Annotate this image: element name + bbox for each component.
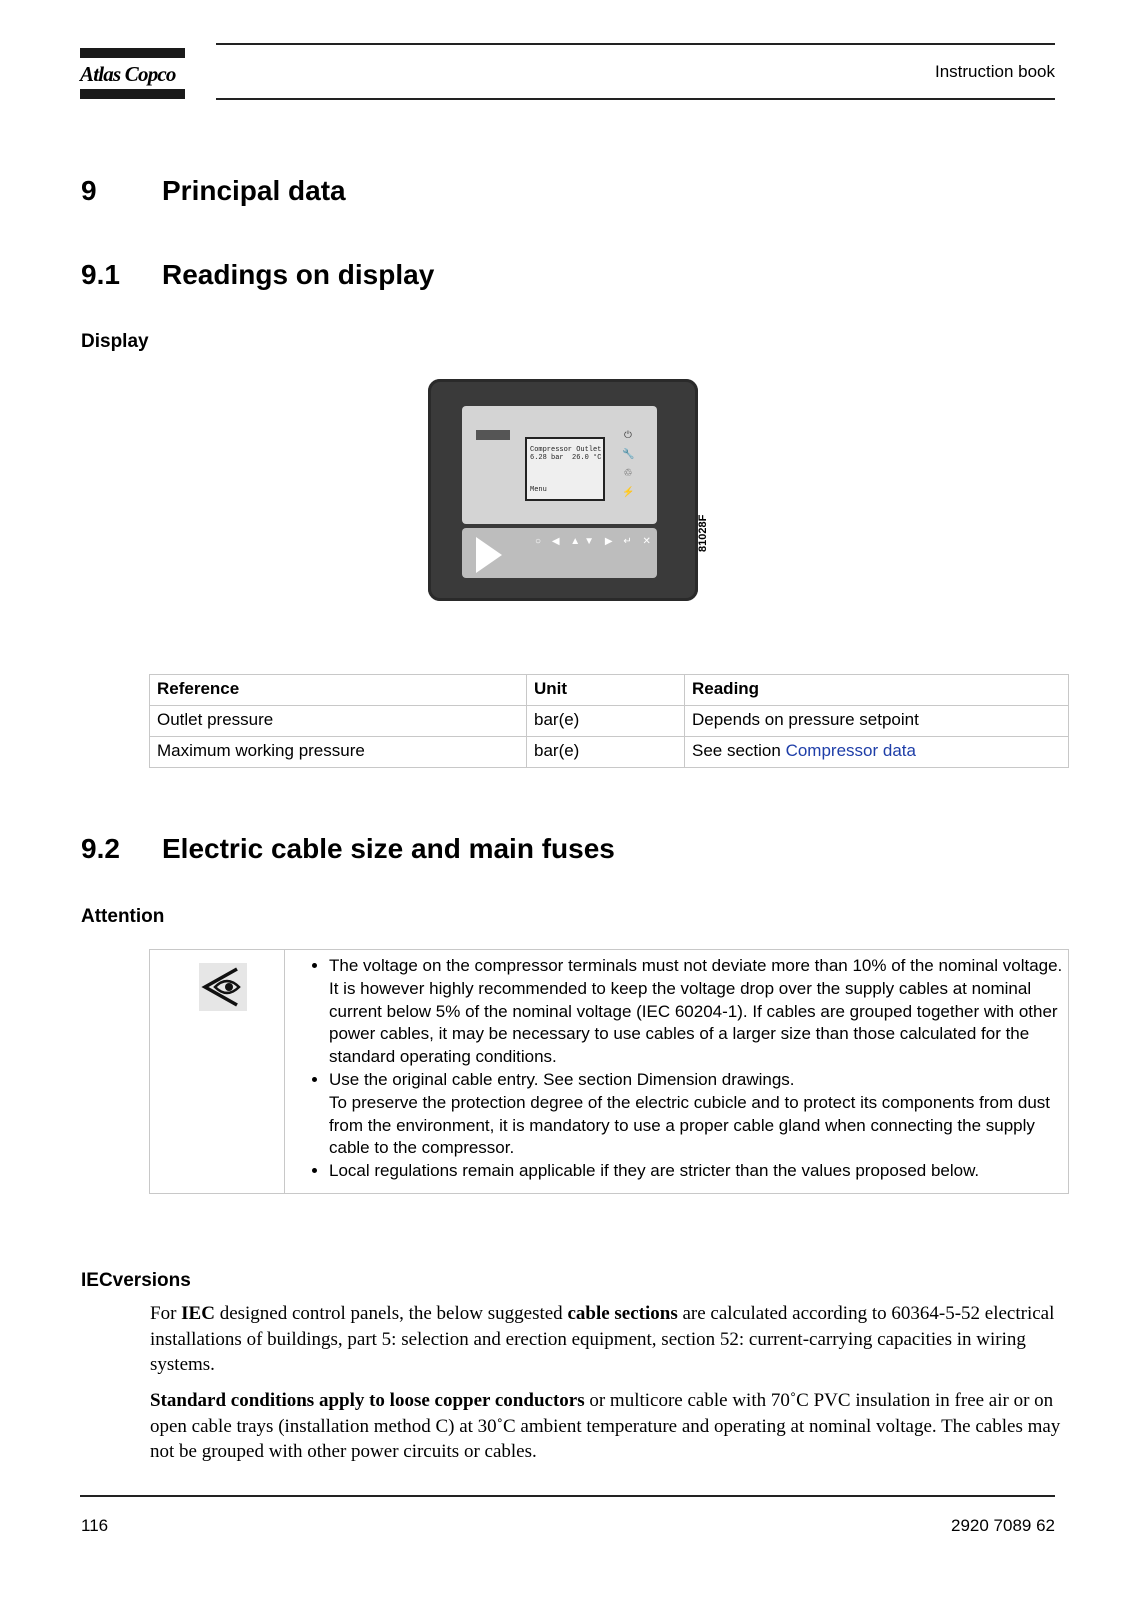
atlas-copco-logo: Atlas Copco — [80, 62, 176, 86]
col-unit: Unit — [527, 675, 685, 706]
section-9-1-title: Readings on display — [162, 259, 435, 290]
iec-paragraph-2: Standard conditions apply to loose copper conductors or multicore cable with 70˚C PVC insulation in free air or on open cable trays (installation method C) at 30˚C ambient temperature and operating at nominal voltage. The cables may not be grouped with other power circuits or cables. — [150, 1390, 1061, 1462]
list-item: • Local regulations remain applicable if they are stricter than the values proposed below. — [329, 1160, 1064, 1183]
logo-bar-bottom — [80, 89, 185, 99]
col-reference: Reference — [150, 675, 527, 706]
list-item: • The voltage on the compressor terminals must not deviate more than 10% of the nominal voltage. It is however highly recommended to keep the voltage drop over the supply cables at nominal current below 5% of the nominal voltage (IEC 60204-1). If cables are grouped together with other power cables, it may be necessary to use cables of a larger size than those calculated for the standard operating conditions. — [329, 955, 1064, 1069]
section-9-2-title: Electric cable size and main fuses — [162, 833, 615, 864]
table-row — [150, 706, 1069, 737]
cell: Outlet pressure — [150, 706, 527, 737]
logo-bar-top — [80, 48, 185, 58]
section-9-title: Principal data — [162, 175, 346, 206]
cell: bar(e) — [527, 737, 685, 768]
cell: See section Compressor data — [685, 737, 1069, 768]
header-rule-top — [216, 43, 1055, 45]
compressor-data-link[interactable]: Compressor data — [785, 741, 916, 760]
footer-rule — [80, 1495, 1055, 1497]
iec-paragraph-1: For IEC designed control panels, the below suggested cable sections are calculated according to 60364-5-52 electrical installations of buildings, part 5: selection and erection equipment, section 52: current-carrying capacities in wiring systems. — [150, 1303, 1055, 1375]
readings-table — [149, 674, 1069, 768]
list-item: • Use the original cable entry. See section Dimension drawings. To preserve the protection degree of the electric cubicle and to protect its components from dust from the environment, it is mandatory to use a proper cable gland when connecting the supply cable to the compressor. — [329, 1069, 1064, 1160]
cell: Depends on pressure setpoint — [685, 706, 1069, 737]
header-doc-type: Instruction book — [934, 62, 1055, 81]
attention-subheading: Attention — [81, 906, 165, 927]
attention-table — [149, 949, 1069, 1194]
start-button-icon — [476, 537, 502, 573]
section-9-1-number: 9.1 — [81, 259, 120, 290]
header-rule-bottom — [216, 98, 1055, 100]
section-9-2-number: 9.2 — [81, 833, 120, 864]
page-number: 116 — [81, 1516, 109, 1535]
controller-brand-plate — [476, 430, 510, 440]
navigation-arrows-icon: ○ ◀ ▲▼ ▶ ↵ ✕ — [535, 536, 655, 547]
cell: bar(e) — [527, 706, 685, 737]
attention-text-cell — [285, 950, 1069, 1194]
figure-code: 81028F — [697, 514, 709, 552]
table-header-row — [150, 675, 1069, 706]
controller-screen-text: Compressor Outlet 6.28 bar 26.0 °C Menu — [530, 446, 602, 494]
section-9-number: 9 — [81, 175, 97, 206]
display-subheading: Display — [81, 331, 149, 352]
document-number: 2920 7089 62 — [951, 1516, 1055, 1535]
iec-heading: IECversions — [81, 1270, 191, 1291]
attention-icon-cell — [150, 950, 285, 1194]
table-row — [150, 737, 1069, 768]
eye-warning-icon — [199, 963, 247, 1011]
col-reading: Reading — [685, 675, 1069, 706]
cell: Maximum working pressure — [150, 737, 527, 768]
controller-status-icons: ⏻ 🔧 ♲ ⚡ — [622, 430, 635, 498]
